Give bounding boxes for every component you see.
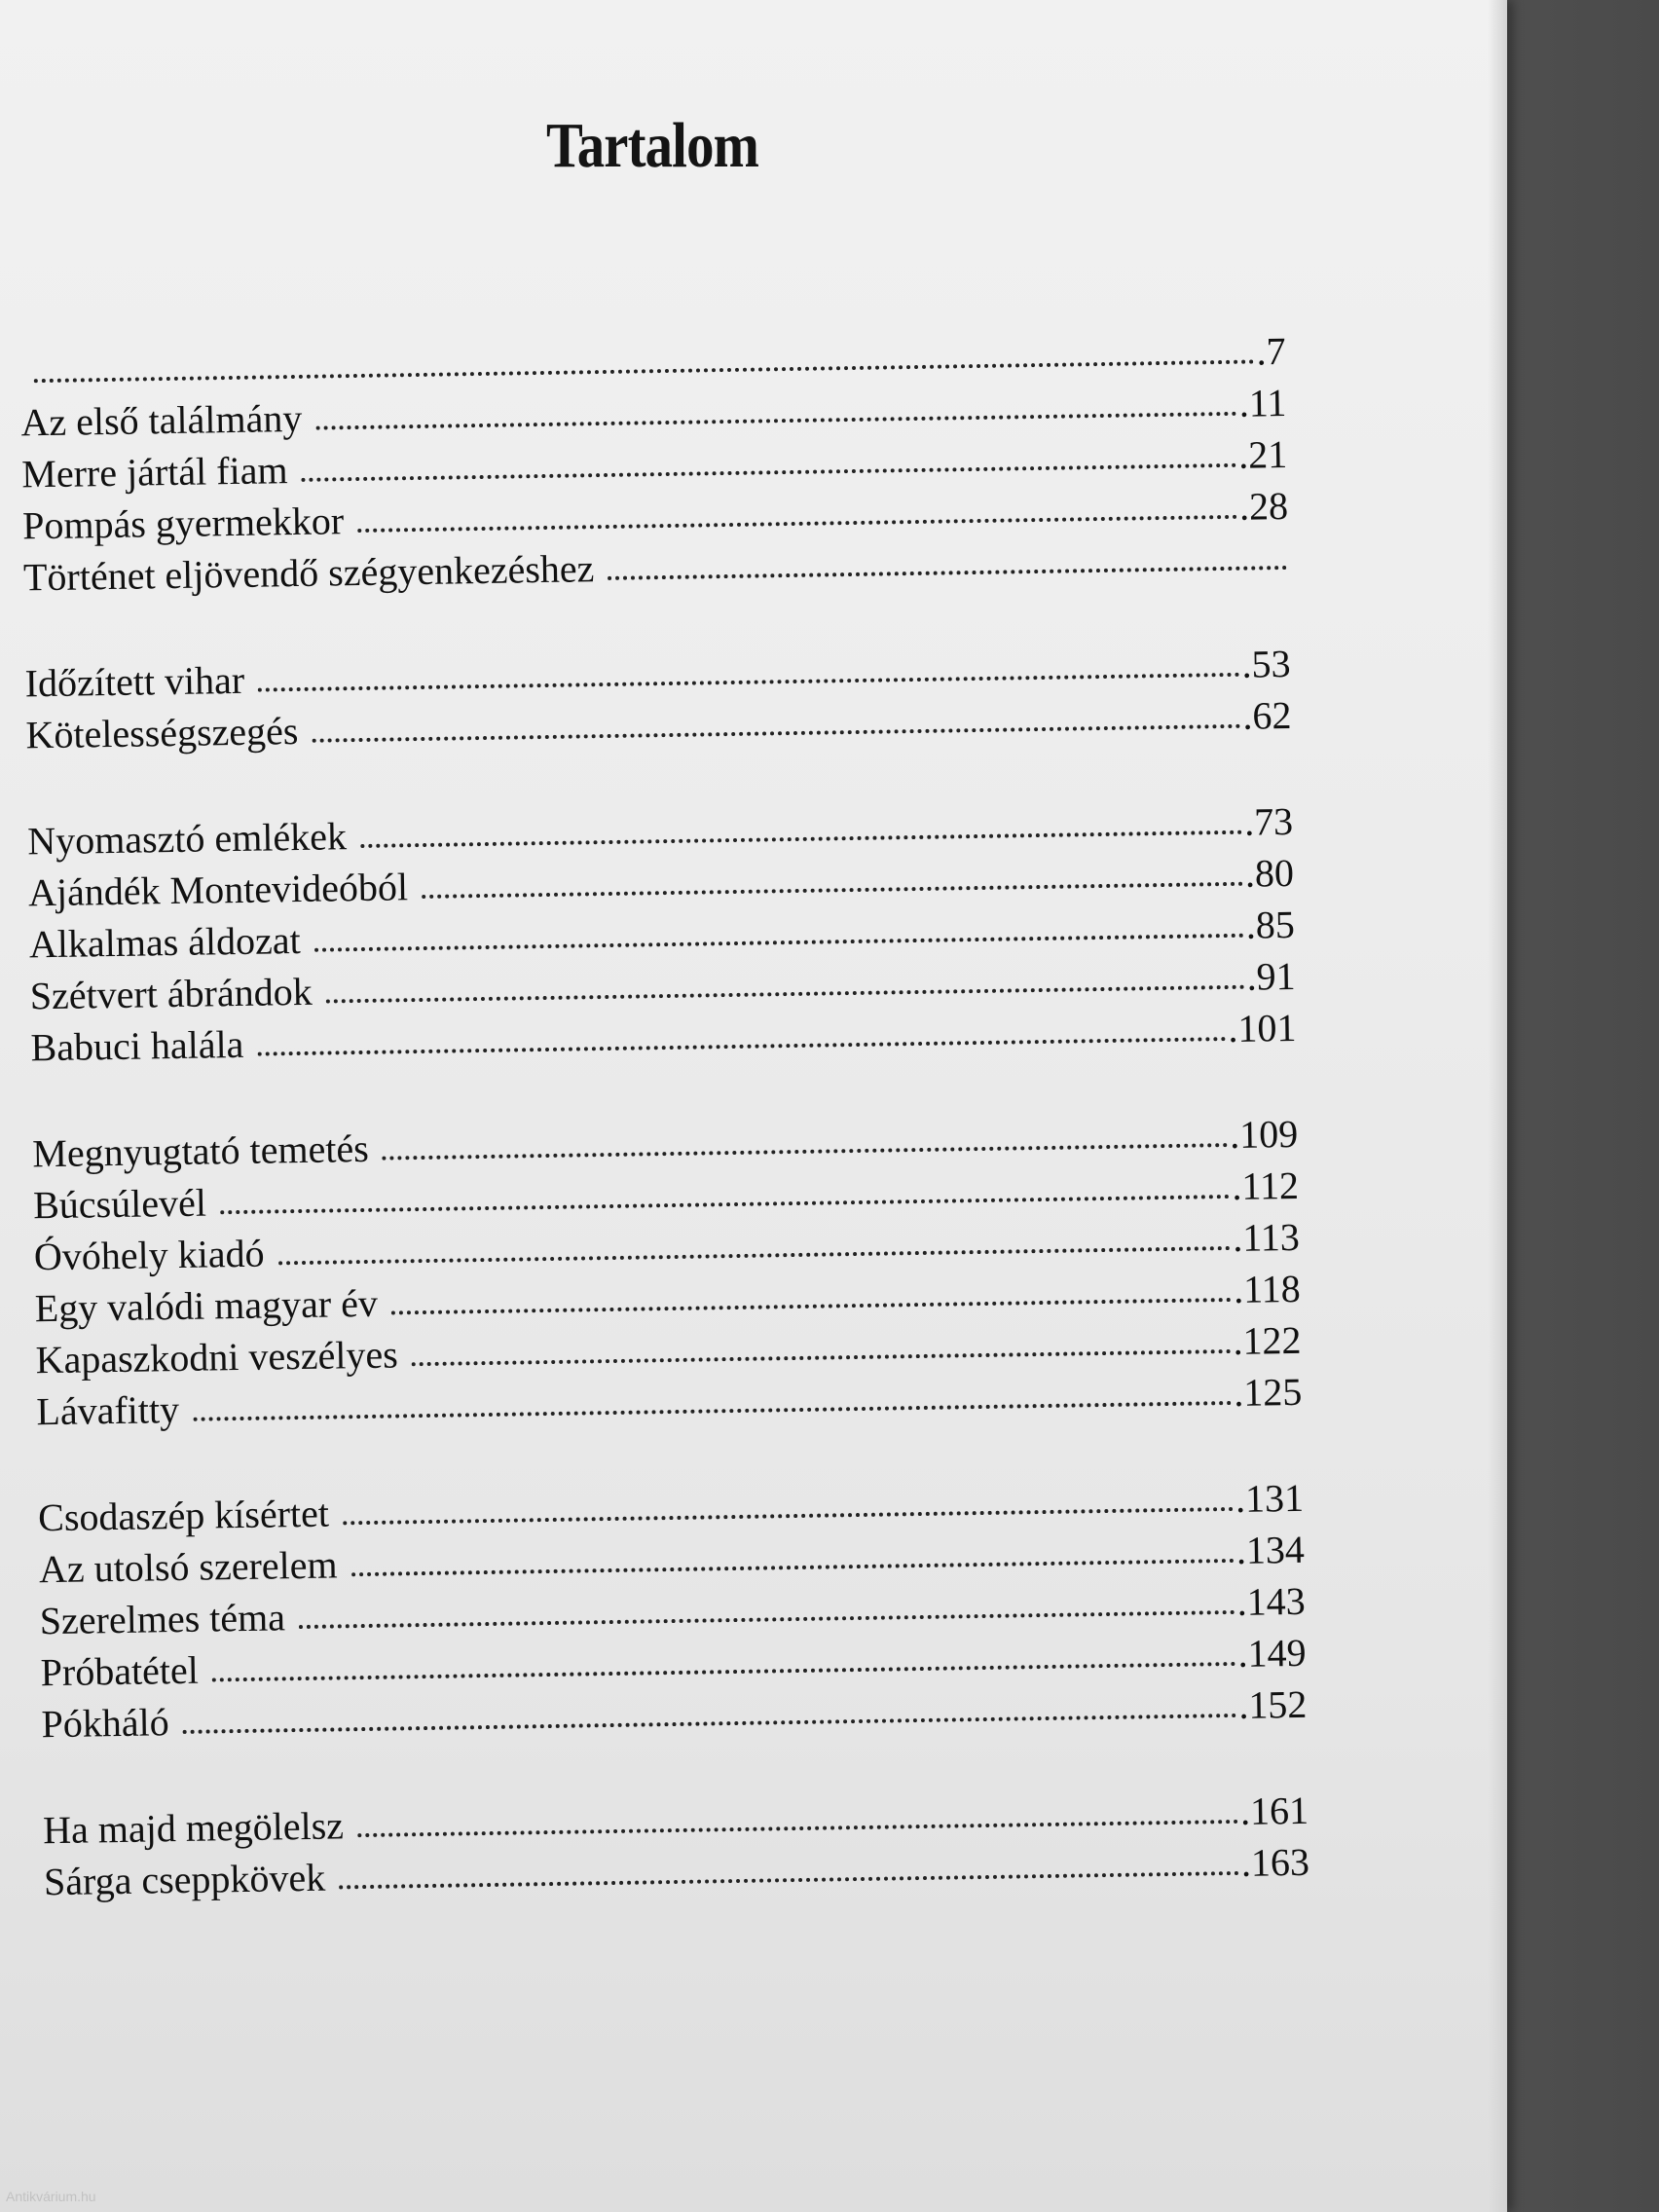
toc-entry-title: Babuci halála <box>30 1021 244 1070</box>
toc-entry-title: Alkalmas áldozat <box>28 917 302 967</box>
dot-leader <box>339 1871 1239 1890</box>
toc-entry-title: Kötelességszegés <box>25 708 299 757</box>
toc-entry-title: Óvóhely kiadó <box>33 1231 265 1279</box>
toc-entry-title: Az első találmány <box>20 395 303 445</box>
toc-entry-title: Megnyugtató temetés <box>31 1125 370 1176</box>
toc-entry-title: Az utolsó szerelem <box>38 1542 338 1592</box>
toc-entry-page: .80 <box>1244 850 1295 896</box>
toc-entry-page: .21 <box>1237 431 1288 477</box>
toc-entry-page: .113 <box>1232 1214 1301 1260</box>
toc-entry-page: .149 <box>1237 1630 1307 1676</box>
table-of-contents <box>19 319 1310 1956</box>
toc-entry-page: .122 <box>1233 1317 1302 1363</box>
toc-entry-title: Nyomasztó emlékek <box>26 814 348 864</box>
toc-entry-page: .161 <box>1239 1788 1309 1833</box>
toc-entry-title: Búcsúlevél <box>32 1180 207 1228</box>
toc-entry-title: Lávafitty <box>36 1386 180 1434</box>
toc-entry-page: .85 <box>1245 902 1296 947</box>
toc-entry-page: .152 <box>1237 1681 1308 1727</box>
toc-entry-page: .112 <box>1232 1162 1300 1208</box>
toc-group <box>24 632 1292 755</box>
toc-entry-title: Csodaszép kísértet <box>37 1491 330 1540</box>
toc-entry-title: Szétvert ábrándok <box>29 969 313 1018</box>
page-edge-shadow <box>1488 0 1507 2212</box>
toc-entry-page: .11 <box>1238 380 1287 425</box>
toc-group <box>31 1102 1303 1434</box>
toc-entry-title: Egy valódi magyar év <box>34 1280 379 1331</box>
dot-leader <box>193 1401 1232 1421</box>
toc-entry-page: .118 <box>1233 1266 1301 1311</box>
toc-entry-page: .163 <box>1240 1839 1310 1885</box>
toc-entry-title: Sárga cseppkövek <box>43 1855 326 1904</box>
toc-group <box>37 1466 1308 1747</box>
toc-entry-title: Ha majd megölelsz <box>42 1803 345 1853</box>
toc-entry-page: .125 <box>1233 1369 1303 1415</box>
toc-group <box>26 790 1297 1070</box>
toc-entry-page: .101 <box>1228 1005 1297 1051</box>
dot-leader <box>183 1714 1237 1734</box>
toc-entry-page: .131 <box>1235 1475 1305 1521</box>
toc-entry-title: Pompás gyermekkor <box>21 498 345 548</box>
toc-entry-title: Szerelmes téma <box>39 1595 286 1643</box>
toc-group <box>19 319 1289 600</box>
toc-entry-title: Időzített vihar <box>24 657 245 706</box>
toc-entry-title: Merre jártál fiam <box>20 448 288 497</box>
toc-entry-title: Kapaszkodni veszélyes <box>35 1332 399 1382</box>
toc-entry-page: .73 <box>1243 798 1294 844</box>
dot-leader <box>608 566 1287 580</box>
toc-entry-page: .134 <box>1235 1527 1306 1572</box>
dot-leader <box>257 1037 1226 1056</box>
toc-entry-title: Ajándék Montevideóból <box>27 865 409 915</box>
page-title: Tartalom <box>545 110 759 181</box>
toc-entry-title: Próbatétel <box>40 1647 200 1695</box>
watermark-text: Antikvárium.hu <box>6 2189 96 2204</box>
toc-group <box>42 1779 1310 1904</box>
toc-entry-title: Pókháló <box>41 1700 169 1747</box>
toc-entry-page: .109 <box>1229 1111 1299 1157</box>
toc-entry-page: .91 <box>1246 953 1296 999</box>
toc-entry-page: .53 <box>1241 641 1291 686</box>
toc-entry-page: .62 <box>1242 692 1292 738</box>
toc-entry-page: .143 <box>1236 1578 1307 1624</box>
toc-entry-title: Történet eljövendő szégyenkezéshez <box>22 546 595 600</box>
dot-leader <box>313 724 1241 743</box>
toc-entry-page: .7 <box>1256 328 1286 374</box>
toc-entry-page: .28 <box>1238 483 1289 529</box>
